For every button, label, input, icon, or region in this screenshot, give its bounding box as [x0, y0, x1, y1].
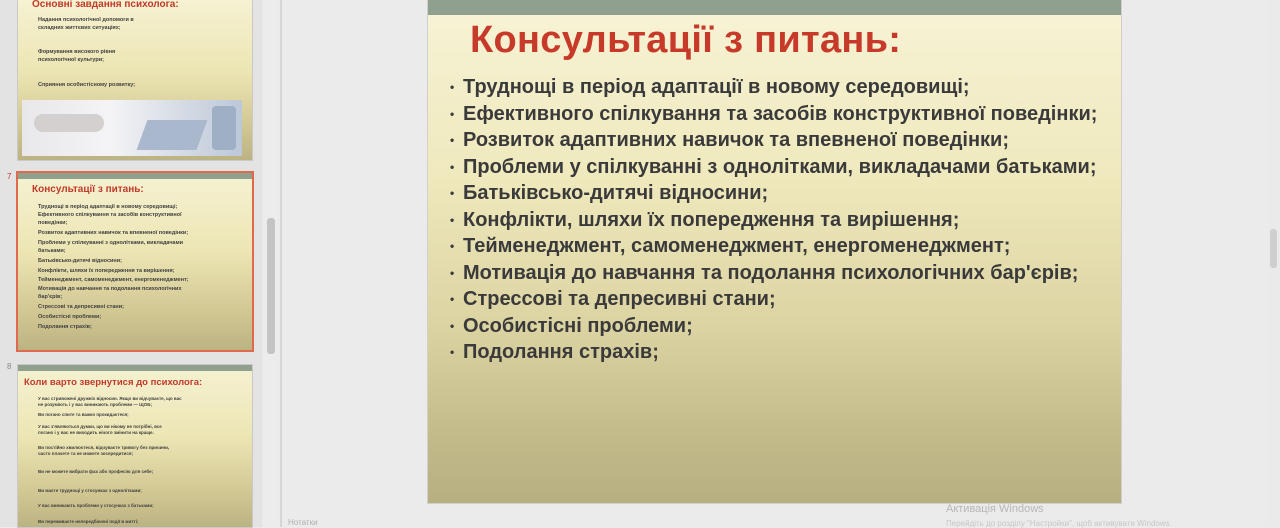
bullet-text: Тейменеджмент, самоменеджмент, енергоменеджмент;: [463, 235, 1011, 257]
bullet-text: Мотивація до навчання та подолання психологічних бар'єрів;: [463, 261, 1079, 284]
slide-number: 7: [7, 172, 12, 181]
bullet-item: [450, 233, 1110, 260]
editor-scrollbar[interactable]: [1267, 0, 1280, 527]
bullet-dot: •: [450, 318, 455, 333]
bullet-dot: •: [450, 106, 455, 121]
thumbnail-text-line: погано і у вас не виходить нічого змінити на краще.: [38, 430, 154, 435]
thumbnail-top-bar: [18, 173, 252, 179]
slide-canvas[interactable]: [428, 0, 1121, 503]
thumbnail-text-line: Стрессові та депресивні стани;: [38, 304, 124, 310]
slide-number: 8: [7, 362, 12, 371]
bullet-text: Труднощі в період адаптації в новому середовищі;: [463, 76, 970, 98]
editor-scrollbar-thumb[interactable]: [1270, 229, 1277, 268]
bullet-dot: •: [450, 186, 455, 200]
bullet-item: [450, 313, 1110, 340]
bullet-dot: •: [450, 345, 455, 359]
slide-thumbnail-7[interactable]: [18, 173, 252, 350]
thumbnail-title: Основні завдання психолога:: [32, 0, 179, 10]
bullet-text: Подолання страхів;: [463, 341, 659, 363]
slide-thumbnail-8[interactable]: [18, 365, 252, 527]
thumbnail-text-line: Ви погано спите та важко прокидаєтеся;: [38, 412, 129, 417]
bullet-item: [450, 127, 1110, 154]
thumbnail-text-line: складних життєвих ситуаціях;: [38, 25, 121, 31]
thumbnail-text-line: Мотивація до навчання та подолання психологічних: [38, 286, 182, 292]
bullet-text: Стрессові та депресивні стани;: [463, 288, 776, 310]
thumbnail-text-line: У вас стривожені дружніх відносин. Якщо ви відчуваєте, що вас: [38, 396, 182, 401]
thumbnail-text-line: батьками;: [38, 248, 66, 254]
thumbnail-text-line: Тейменеджмент, самоменеджмент, енергоменеджмент;: [38, 277, 189, 283]
bullet-item: [450, 207, 1110, 234]
thumbnail-text-line: не розуміють і у вас виникають проблеми — ЩОБ;: [38, 402, 152, 407]
bullet-text: Розвиток адаптивних навичок та впевненої поведінки;: [463, 129, 1009, 151]
bullet-text: Особистісні проблеми;: [463, 314, 693, 337]
thumbnail-text-line: Надання психологічної допомоги в: [38, 17, 134, 23]
pane-divider[interactable]: [280, 0, 282, 527]
bullet-dot: •: [450, 292, 455, 306]
thumbnail-text-line: Формування високого рівня: [38, 49, 116, 55]
thumbnail-text-line: Проблеми у спілкуванні з однолітками, викладачами: [38, 240, 184, 246]
thumbnail-text-line: Батьківсько-дитячі відносини;: [38, 258, 122, 264]
thumbnail-text-line: бар'єрів;: [38, 294, 63, 300]
thumbnail-text-line: часто плачете та не можете зосередитися;: [38, 451, 133, 456]
thumbnail-text-line: Ви маєте труднощі у стосунках з однолітками;: [38, 488, 142, 493]
thumbnail-text-line: Ви не можете вибрати фах або професію для себе;: [38, 469, 154, 474]
thumbnail-text-line: поведінки;: [38, 220, 68, 226]
bullet-text: Ефективного спілкування та засобів конструктивної поведінки;: [463, 102, 1098, 125]
bullet-item: [450, 101, 1110, 128]
thumbnail-photo: [22, 100, 242, 156]
thumbnail-scrollbar[interactable]: [265, 0, 277, 527]
bullet-dot: •: [450, 159, 455, 174]
thumbnail-text-line: Особистісні проблеми;: [38, 314, 102, 320]
thumbnail-text-line: Конфлікти, шляхи їх попередження та вирішення;: [38, 268, 175, 274]
thumbnail-text-line: Подолання страхів;: [38, 324, 92, 330]
slide-bullet-list[interactable]: [450, 74, 1110, 366]
bullet-text: Батьківсько-дитячі відносини;: [463, 182, 769, 204]
thumbnail-scrollbar-thumb[interactable]: [267, 218, 275, 354]
thumbnail-text-line: Сприяння особистісному розвитку;: [38, 82, 136, 88]
thumbnail-title: Консультації з питань:: [32, 184, 144, 195]
bullet-item: [450, 180, 1110, 207]
windows-activation-watermark: Активація Windows: [946, 503, 1044, 515]
slide-title[interactable]: Консультації з питань:: [470, 19, 902, 61]
bullet-dot: •: [450, 80, 455, 94]
bullet-item: [450, 286, 1110, 313]
slide-thumbnail-pane[interactable]: [0, 0, 262, 527]
thumbnail-text-line: Ефективного спілкування та засобів конструктивної: [38, 212, 182, 218]
bullet-dot: •: [450, 212, 455, 227]
slide-top-bar: [428, 0, 1121, 15]
thumbnail-title: Коли варто звернутися до психолога:: [24, 377, 203, 388]
bullet-item: [450, 260, 1110, 287]
thumbnail-text-line: Ви постійно хвилюєтеся, відчуваєте тривогу без причини,: [38, 445, 170, 450]
notes-label[interactable]: Нотатки: [288, 518, 318, 527]
bullet-item: [450, 339, 1110, 366]
thumbnail-text-line: Розвиток адаптивних навичок та впевненої поведінки;: [38, 230, 189, 236]
bullet-dot: •: [450, 239, 455, 253]
bullet-dot: •: [450, 133, 455, 147]
thumbnail-text-line: У вас з'являються думки, що ви нікому не потрібні, все: [38, 424, 162, 429]
bullet-dot: •: [450, 265, 455, 280]
thumbnail-text-line: психологічної культури;: [38, 57, 104, 63]
windows-activation-hint: Перейдіть до розділу "Настройки", щоб активувати Windows.: [946, 519, 1172, 528]
bullet-item: [450, 74, 1110, 101]
bullet-item: [450, 154, 1110, 181]
thumbnail-text-line: Труднощі в період адаптації в новому середовищі;: [38, 204, 178, 210]
bullet-text: Конфлікти, шляхи їх попередження та вирішення;: [463, 208, 960, 231]
bullet-text: Проблеми у спілкуванні з однолітками, викладачами батьками;: [463, 155, 1097, 178]
thumbnail-text-line: Ви переживаєте непередбачені події в житті;: [38, 519, 139, 524]
thumbnail-top-bar: [18, 365, 252, 371]
thumbnail-text-line: У вас виникають проблеми у стосунках з батьками;: [38, 503, 154, 508]
